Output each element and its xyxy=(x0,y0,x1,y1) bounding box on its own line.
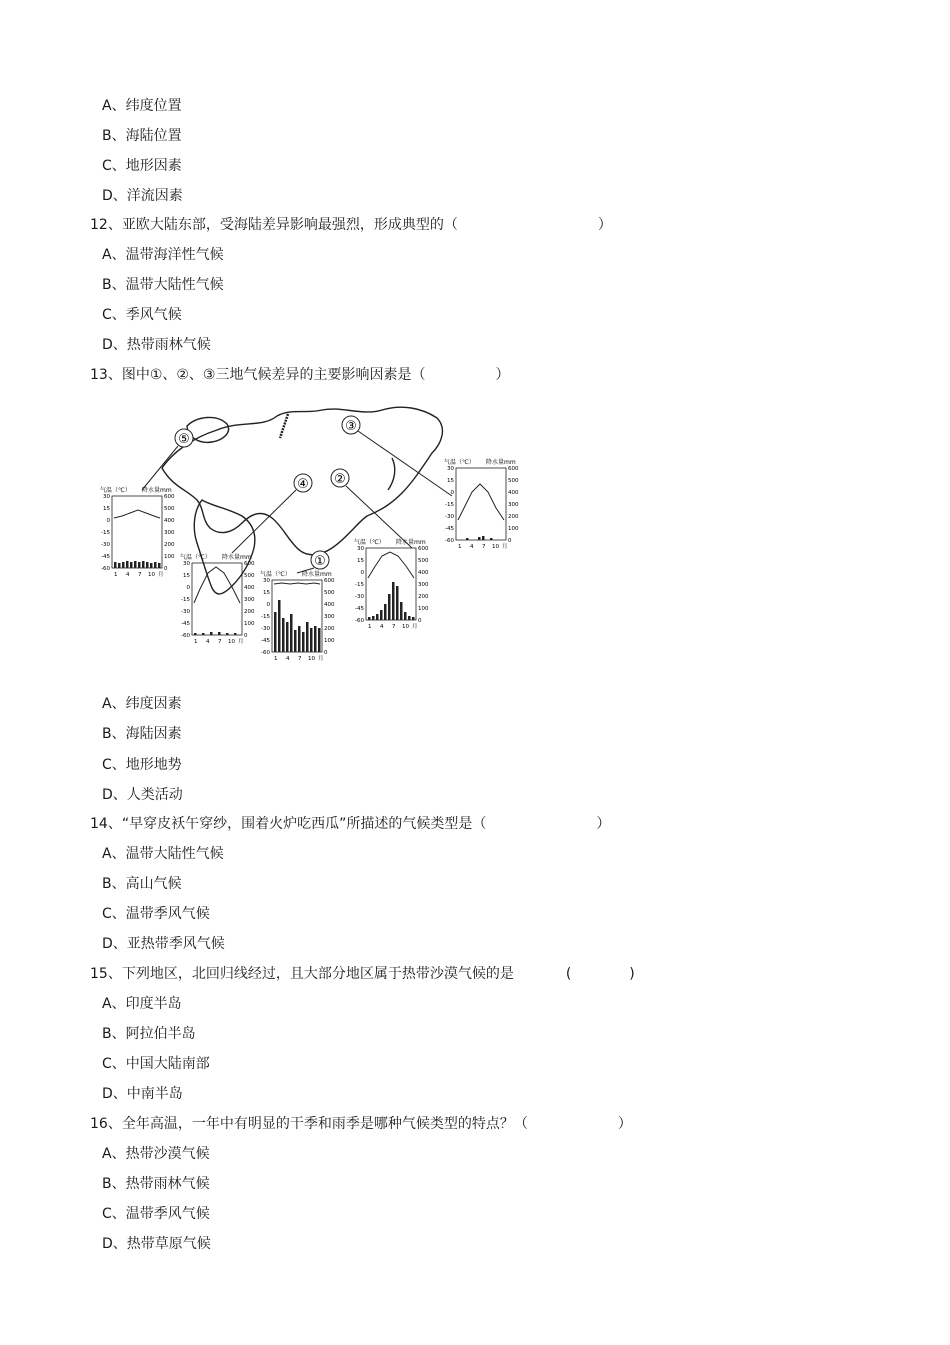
svg-text:600: 600 xyxy=(164,494,175,500)
svg-text:0: 0 xyxy=(360,570,364,576)
svg-text:月: 月 xyxy=(502,544,508,550)
svg-text:①: ① xyxy=(314,554,326,569)
svg-text:100: 100 xyxy=(324,638,335,644)
svg-text:0: 0 xyxy=(106,518,110,524)
svg-text:降水量mm: 降水量mm xyxy=(396,539,426,546)
svg-text:-15: -15 xyxy=(445,502,454,508)
svg-text:降水量mm: 降水量mm xyxy=(222,554,252,561)
svg-text:100: 100 xyxy=(244,621,255,627)
svg-text:30: 30 xyxy=(183,561,190,567)
svg-text:400: 400 xyxy=(164,518,175,524)
svg-text:-15: -15 xyxy=(261,614,270,620)
svg-text:4: 4 xyxy=(470,544,474,550)
svg-text:10: 10 xyxy=(308,656,315,662)
prev-option-a: A、纬度位置 xyxy=(102,98,182,114)
svg-text:10: 10 xyxy=(228,639,235,645)
marker-2 xyxy=(331,469,349,487)
question-15-close: ) xyxy=(629,966,635,982)
svg-text:-45: -45 xyxy=(181,621,190,627)
svg-text:200: 200 xyxy=(164,542,175,548)
svg-text:300: 300 xyxy=(244,597,255,603)
svg-text:降水量mm: 降水量mm xyxy=(486,459,516,466)
svg-text:10: 10 xyxy=(492,544,499,550)
svg-text:-45: -45 xyxy=(445,526,454,532)
question-14-stem: 14、“早穿皮袄午穿纱，围着火炉吃西瓜”所描述的气候类型是（ xyxy=(90,816,487,832)
svg-text:月: 月 xyxy=(158,572,164,578)
prev-option-c: C、地形因素 xyxy=(102,158,182,174)
svg-text:-60: -60 xyxy=(445,538,454,544)
question-15-open: ( xyxy=(565,966,572,982)
svg-text:300: 300 xyxy=(508,502,519,508)
climate-map-svg xyxy=(92,398,532,668)
svg-text:4: 4 xyxy=(380,624,384,630)
svg-text:1: 1 xyxy=(368,624,372,630)
question-13-stem: 13、图中①、②、③三地气候差异的主要影响因素是（ xyxy=(90,367,426,383)
svg-text:0: 0 xyxy=(164,566,168,572)
svg-text:7: 7 xyxy=(298,656,302,662)
question-13-close: ） xyxy=(495,367,510,383)
japan-outline xyxy=(388,458,395,490)
svg-text:0: 0 xyxy=(266,602,270,608)
svg-text:0: 0 xyxy=(186,585,190,591)
svg-text:-60: -60 xyxy=(101,566,110,572)
q12-option-d: D、热带雨林气候 xyxy=(102,337,211,353)
svg-text:1: 1 xyxy=(274,656,278,662)
question-15-stem: 15、下列地区，北回归线经过，且大部分地区属于热带沙漠气候的是 xyxy=(90,966,514,982)
svg-text:300: 300 xyxy=(164,530,175,536)
svg-text:600: 600 xyxy=(244,561,255,567)
q15-option-a: A、印度半岛 xyxy=(102,996,182,1012)
svg-text:月: 月 xyxy=(318,656,324,662)
svg-text:1: 1 xyxy=(458,544,462,550)
climate-chart-2 xyxy=(354,538,429,630)
marker-5 xyxy=(175,429,193,447)
svg-text:-30: -30 xyxy=(101,542,110,548)
svg-text:400: 400 xyxy=(324,602,335,608)
question-14-close: ） xyxy=(596,816,611,832)
svg-text:100: 100 xyxy=(418,606,429,612)
svg-text:7: 7 xyxy=(138,572,142,578)
q14-option-d: D、亚热带季风气候 xyxy=(102,936,225,952)
marker-3 xyxy=(342,416,360,434)
question-16-stem: 16、全年高温，一年中有明显的干季和雨季是哪种气候类型的特点？（ xyxy=(90,1116,528,1132)
svg-text:气温（℃）: 气温（℃） xyxy=(444,459,475,466)
svg-text:400: 400 xyxy=(418,570,429,576)
svg-text:④: ④ xyxy=(297,477,309,492)
svg-text:15: 15 xyxy=(447,478,454,484)
q13-option-b: B、海陆因素 xyxy=(102,726,182,742)
question-13 xyxy=(90,365,509,385)
svg-text:4: 4 xyxy=(126,572,130,578)
svg-text:⑤: ⑤ xyxy=(178,432,190,447)
svg-text:30: 30 xyxy=(103,494,110,500)
svg-text:15: 15 xyxy=(357,558,364,564)
svg-text:月: 月 xyxy=(412,624,418,630)
q12-option-b: B、温带大陆性气候 xyxy=(102,277,224,293)
svg-text:600: 600 xyxy=(324,578,335,584)
q16-option-d: D、热带草原气候 xyxy=(102,1236,211,1252)
svg-text:-60: -60 xyxy=(261,650,270,656)
question-15 xyxy=(90,964,635,984)
svg-text:10: 10 xyxy=(148,572,155,578)
svg-text:-30: -30 xyxy=(181,609,190,615)
svg-text:-60: -60 xyxy=(181,633,190,639)
svg-text:0: 0 xyxy=(244,633,248,639)
marker-1 xyxy=(311,551,329,569)
svg-text:200: 200 xyxy=(508,514,519,520)
svg-text:1: 1 xyxy=(114,572,118,578)
svg-text:0: 0 xyxy=(450,490,454,496)
svg-text:气温（℃）: 气温（℃） xyxy=(100,487,131,494)
svg-text:降水量mm: 降水量mm xyxy=(142,487,172,494)
svg-text:月: 月 xyxy=(238,639,244,645)
question-16-close: ） xyxy=(617,1116,632,1132)
q16-option-b: B、热带雨林气候 xyxy=(102,1176,210,1192)
svg-text:-30: -30 xyxy=(261,626,270,632)
climate-chart-4 xyxy=(180,553,255,645)
q13-option-c: C、地形地势 xyxy=(102,757,182,773)
svg-text:100: 100 xyxy=(508,526,519,532)
svg-text:-30: -30 xyxy=(445,514,454,520)
svg-text:-45: -45 xyxy=(101,554,110,560)
svg-text:200: 200 xyxy=(324,626,335,632)
question-16 xyxy=(90,1114,632,1134)
svg-text:气温（℃）: 气温（℃） xyxy=(354,539,385,546)
svg-text:气温（℃）: 气温（℃） xyxy=(260,571,291,578)
svg-text:500: 500 xyxy=(244,573,255,579)
question-14 xyxy=(90,814,610,834)
svg-text:300: 300 xyxy=(418,582,429,588)
svg-text:200: 200 xyxy=(244,609,255,615)
q15-option-b: B、阿拉伯半岛 xyxy=(102,1026,196,1042)
svg-text:③: ③ xyxy=(345,419,357,434)
svg-text:400: 400 xyxy=(508,490,519,496)
svg-text:500: 500 xyxy=(164,506,175,512)
marker-4 xyxy=(294,474,312,492)
svg-text:300: 300 xyxy=(324,614,335,620)
svg-text:1: 1 xyxy=(194,639,198,645)
prev-option-d: D、洋流因素 xyxy=(102,188,183,204)
svg-text:15: 15 xyxy=(183,573,190,579)
svg-text:500: 500 xyxy=(324,590,335,596)
svg-text:0: 0 xyxy=(418,618,422,624)
svg-text:30: 30 xyxy=(447,466,454,472)
question-12-close: ） xyxy=(597,217,612,233)
prev-option-b: B、海陆位置 xyxy=(102,128,182,144)
svg-text:-15: -15 xyxy=(355,582,364,588)
svg-text:-15: -15 xyxy=(181,597,190,603)
svg-text:降水量mm: 降水量mm xyxy=(302,571,332,578)
svg-text:500: 500 xyxy=(508,478,519,484)
svg-text:15: 15 xyxy=(103,506,110,512)
svg-text:7: 7 xyxy=(218,639,222,645)
q15-option-c: C、中国大陆南部 xyxy=(102,1056,210,1072)
q14-option-a: A、温带大陆性气候 xyxy=(102,846,224,862)
q15-option-d: D、中南半岛 xyxy=(102,1086,183,1102)
q12-option-a: A、温带海洋性气候 xyxy=(102,247,224,263)
svg-text:气温（℃）: 气温（℃） xyxy=(180,554,211,561)
svg-text:0: 0 xyxy=(324,650,328,656)
q13-option-a: A、纬度因素 xyxy=(102,696,182,712)
climate-chart-5 xyxy=(100,486,175,578)
climate-map-figure xyxy=(92,398,532,668)
svg-text:-30: -30 xyxy=(355,594,364,600)
svg-text:-15: -15 xyxy=(101,530,110,536)
ural-line xyxy=(280,414,288,438)
q16-option-c: C、温带季风气候 xyxy=(102,1206,210,1222)
svg-text:7: 7 xyxy=(392,624,396,630)
q12-option-c: C、季风气候 xyxy=(102,307,182,323)
svg-text:4: 4 xyxy=(286,656,290,662)
svg-text:7: 7 xyxy=(482,544,486,550)
svg-text:600: 600 xyxy=(508,466,519,472)
climate-chart-3 xyxy=(444,458,519,550)
svg-text:0: 0 xyxy=(508,538,512,544)
climate-chart-1 xyxy=(260,570,335,662)
svg-text:4: 4 xyxy=(206,639,210,645)
q13-option-d: D、人类活动 xyxy=(102,787,183,803)
svg-text:-60: -60 xyxy=(355,618,364,624)
svg-text:500: 500 xyxy=(418,558,429,564)
svg-text:600: 600 xyxy=(418,546,429,552)
svg-text:400: 400 xyxy=(244,585,255,591)
question-12 xyxy=(90,215,612,235)
svg-text:200: 200 xyxy=(418,594,429,600)
svg-text:-45: -45 xyxy=(261,638,270,644)
svg-text:10: 10 xyxy=(402,624,409,630)
q16-option-a: A、热带沙漠气候 xyxy=(102,1146,210,1162)
svg-text:②: ② xyxy=(334,472,346,487)
q14-option-b: B、高山气候 xyxy=(102,876,182,892)
svg-text:15: 15 xyxy=(263,590,270,596)
svg-text:30: 30 xyxy=(263,578,270,584)
svg-text:30: 30 xyxy=(357,546,364,552)
question-12-stem: 12、亚欧大陆东部，受海陆差异影响最强烈，形成典型的（ xyxy=(90,217,458,233)
svg-text:-45: -45 xyxy=(355,606,364,612)
svg-text:100: 100 xyxy=(164,554,175,560)
q14-option-c: C、温带季风气候 xyxy=(102,906,210,922)
